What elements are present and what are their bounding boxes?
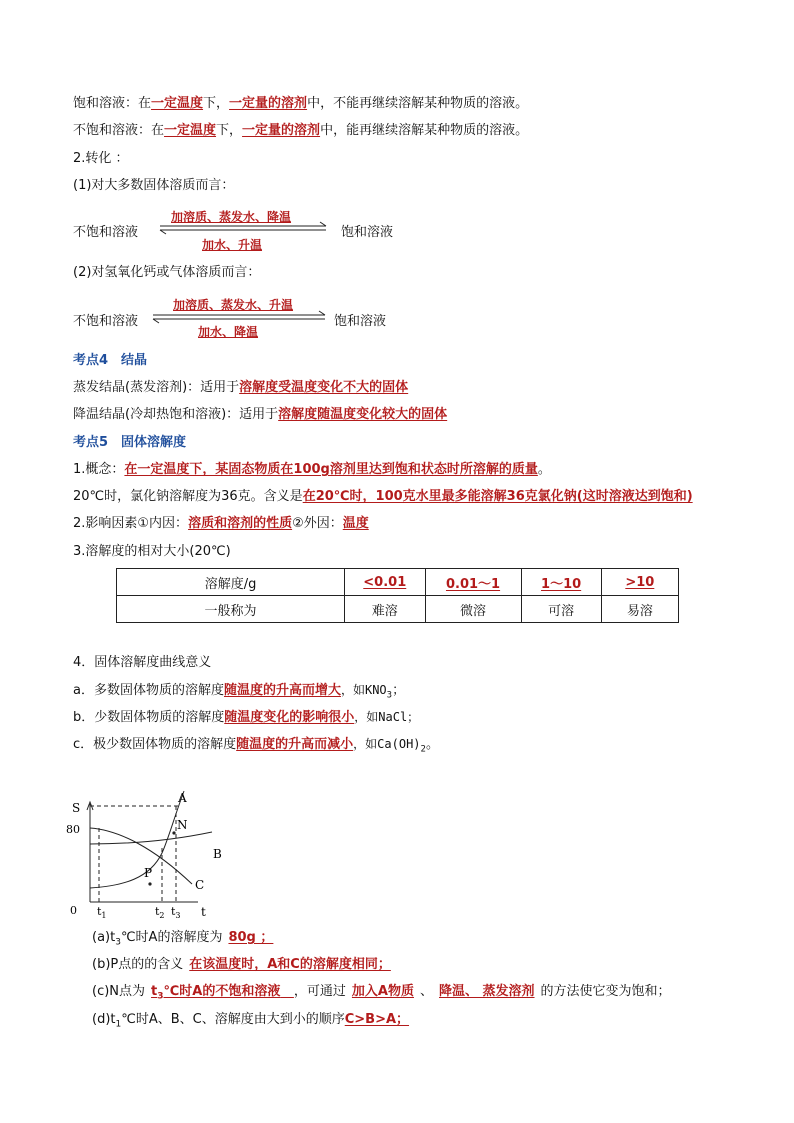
answer: 溶解度受温度变化不大的固体 [239, 380, 409, 395]
text: 中，不能再继续溶解某种物质的溶液。 [307, 96, 529, 111]
answer: 80g ； [228, 930, 274, 945]
unsaturated-definition [73, 122, 528, 140]
text: 不饱和溶液：在 [73, 123, 165, 138]
y-value-80: 80 [66, 823, 80, 836]
table-cell: 可溶 [521, 596, 601, 623]
text: c．极少数固体物质的溶解度 [73, 737, 237, 752]
t-text: t [155, 905, 160, 918]
text: ，如Ca(OH) [353, 737, 421, 751]
table-cell: 难溶 [345, 596, 425, 623]
text: 。 [425, 737, 439, 752]
text: ； [392, 683, 406, 698]
text: b．少数固体物质的溶解度 [73, 710, 225, 725]
answer: 一定温度 [164, 123, 217, 138]
evaporation-crystallization [73, 379, 408, 397]
answer: 加入A物质 [351, 984, 414, 999]
text: (c)N点为 [92, 984, 146, 999]
answer: C>B>A； [344, 1012, 410, 1027]
question-c [92, 983, 671, 1006]
curve-title: 4．固体溶解度曲线意义 [73, 655, 212, 670]
answer: 随温度的升高而减小 [236, 737, 354, 752]
text: ，如NaCl； [354, 710, 420, 724]
text: 的方法使它变为饱和； [540, 984, 671, 999]
answer: 一定量的溶剂 [229, 96, 308, 111]
answer: 在该温度时，A和C的溶解度相同； [189, 957, 391, 972]
curve-c [73, 735, 439, 759]
text: a．多数固体物质的溶解度 [73, 683, 224, 698]
question-b [92, 956, 391, 974]
text: 下， [203, 96, 230, 111]
t3-label [171, 905, 181, 920]
text: 。 [537, 462, 551, 477]
t1-label [97, 905, 107, 920]
conv2-backward: 加水、降温 [198, 325, 259, 339]
double-arrow-icon [158, 221, 330, 235]
origin-label: 0 [70, 904, 77, 917]
table-cell: 易溶 [601, 596, 678, 623]
table-cell: <0.01 [345, 569, 425, 596]
subscript: 3 [157, 991, 164, 1002]
x-axis-label: t [201, 905, 206, 919]
label-p: P [144, 866, 153, 880]
text: ，可通过 [293, 984, 346, 999]
cooling-crystallization [73, 406, 447, 424]
answer: 在20℃时，100克水里最多能溶解36克氯化钠(这时溶液达到饱和) [302, 489, 693, 504]
answer: ℃时A的不饱和溶液 [163, 984, 281, 999]
answer: 溶解度随温度变化较大的固体 [278, 407, 448, 422]
answer: 一定温度 [151, 96, 204, 111]
conv2-forward: 加溶质、蒸发水、升温 [173, 298, 294, 312]
t2-label [155, 905, 165, 920]
case1-title: (1)对大多数固体溶质而言： [73, 178, 235, 193]
answer: 降温、 蒸发溶剂 [439, 984, 535, 999]
curve-b [90, 832, 212, 844]
label-n: N [177, 818, 188, 832]
text: 饱和溶液：在 [73, 96, 152, 111]
text: (b)P点的的含义 [92, 957, 184, 972]
point-p [148, 882, 151, 885]
conv1-left: 不饱和溶液 [73, 225, 139, 240]
point-n [172, 831, 175, 834]
point4-heading: 考点4 结晶 [73, 353, 148, 368]
solubility-table [116, 568, 679, 623]
t-sub: 3 [175, 911, 181, 920]
solubility-concept [73, 461, 551, 479]
text: 降温结晶(冷却热饱和溶液)：适用于 [73, 407, 279, 422]
nacl-meaning [73, 488, 693, 506]
text: (a)t [92, 930, 116, 945]
table-cell: >10 [601, 569, 678, 596]
text: ℃时A、B、C、溶解度由大到小的顺序 [121, 1012, 345, 1027]
table-row [117, 596, 679, 623]
label-b: B [213, 847, 222, 861]
label-a: A [178, 791, 187, 805]
table-cell: 一般称为 [117, 596, 345, 623]
subscript: 3 [386, 690, 393, 701]
text: ②外因： [292, 516, 343, 531]
answer: 一定量的溶剂 [242, 123, 321, 138]
influencing-factors [73, 515, 369, 533]
subscript: 3 [115, 937, 121, 948]
answer: 随温度的升高而增大 [223, 683, 341, 698]
t-text: t [97, 905, 102, 918]
text: 、 [419, 984, 433, 999]
t-text: t [171, 905, 176, 918]
conv1-backward: 加水、升温 [202, 238, 263, 252]
answer: 在一定温度下，某固态物质在100g溶剂里达到饱和状态时所溶解的质量 [124, 462, 538, 477]
text: 20℃时，氯化钠溶解度为36克。含义是 [73, 489, 303, 504]
point5-heading: 考点5 固体溶解度 [73, 435, 187, 450]
question-a [92, 929, 273, 952]
answer: 溶质和溶剂的性质 [188, 516, 293, 531]
relative-solubility-title: 3.溶解度的相对大小(20℃) [73, 544, 231, 559]
y-axis-label: S [72, 801, 81, 815]
conv1-forward: 加溶质、蒸发水、降温 [171, 210, 292, 224]
conv1-right: 饱和溶液 [341, 225, 394, 240]
answer: 温度 [342, 516, 369, 531]
conv2-right: 饱和溶液 [334, 314, 387, 329]
t-sub: 1 [101, 911, 107, 920]
conv2-left: 不饱和溶液 [73, 314, 139, 329]
t-sub: 2 [159, 911, 165, 920]
solubility-curve-graph [64, 788, 244, 922]
conversion-title: 2.转化 ： [73, 151, 129, 166]
text: ℃时A的溶解度为 [120, 930, 223, 945]
double-arrow-icon [151, 310, 329, 324]
curve-a [73, 681, 405, 705]
text: ，如KNO [340, 683, 387, 697]
subscript: 2 [420, 744, 426, 755]
table-row [117, 569, 679, 596]
label-c: C [195, 878, 205, 892]
text: (d)t [92, 1012, 116, 1027]
text: 下， [216, 123, 243, 138]
text: 蒸发结晶(蒸发溶剂)：适用于 [73, 380, 240, 395]
answer: t [151, 984, 158, 999]
text: 中，能再继续溶解某种物质的溶液。 [320, 123, 529, 138]
table-cell: 1～10 [521, 569, 601, 596]
subscript: 1 [115, 1019, 122, 1030]
question-d [92, 1011, 409, 1034]
saturated-definition [73, 95, 528, 113]
table-cell: 微溶 [425, 596, 521, 623]
answer: 随温度变化的影响很小 [224, 710, 355, 725]
text: 1.概念： [73, 462, 125, 477]
text: 2.影响因素①内因： [73, 516, 189, 531]
table-cell: 0.01～1 [425, 569, 521, 596]
curve-b [73, 708, 419, 727]
table-cell: 溶解度/g [117, 569, 345, 596]
case2-title: (2)对氢氧化钙或气体溶质而言： [73, 265, 261, 280]
